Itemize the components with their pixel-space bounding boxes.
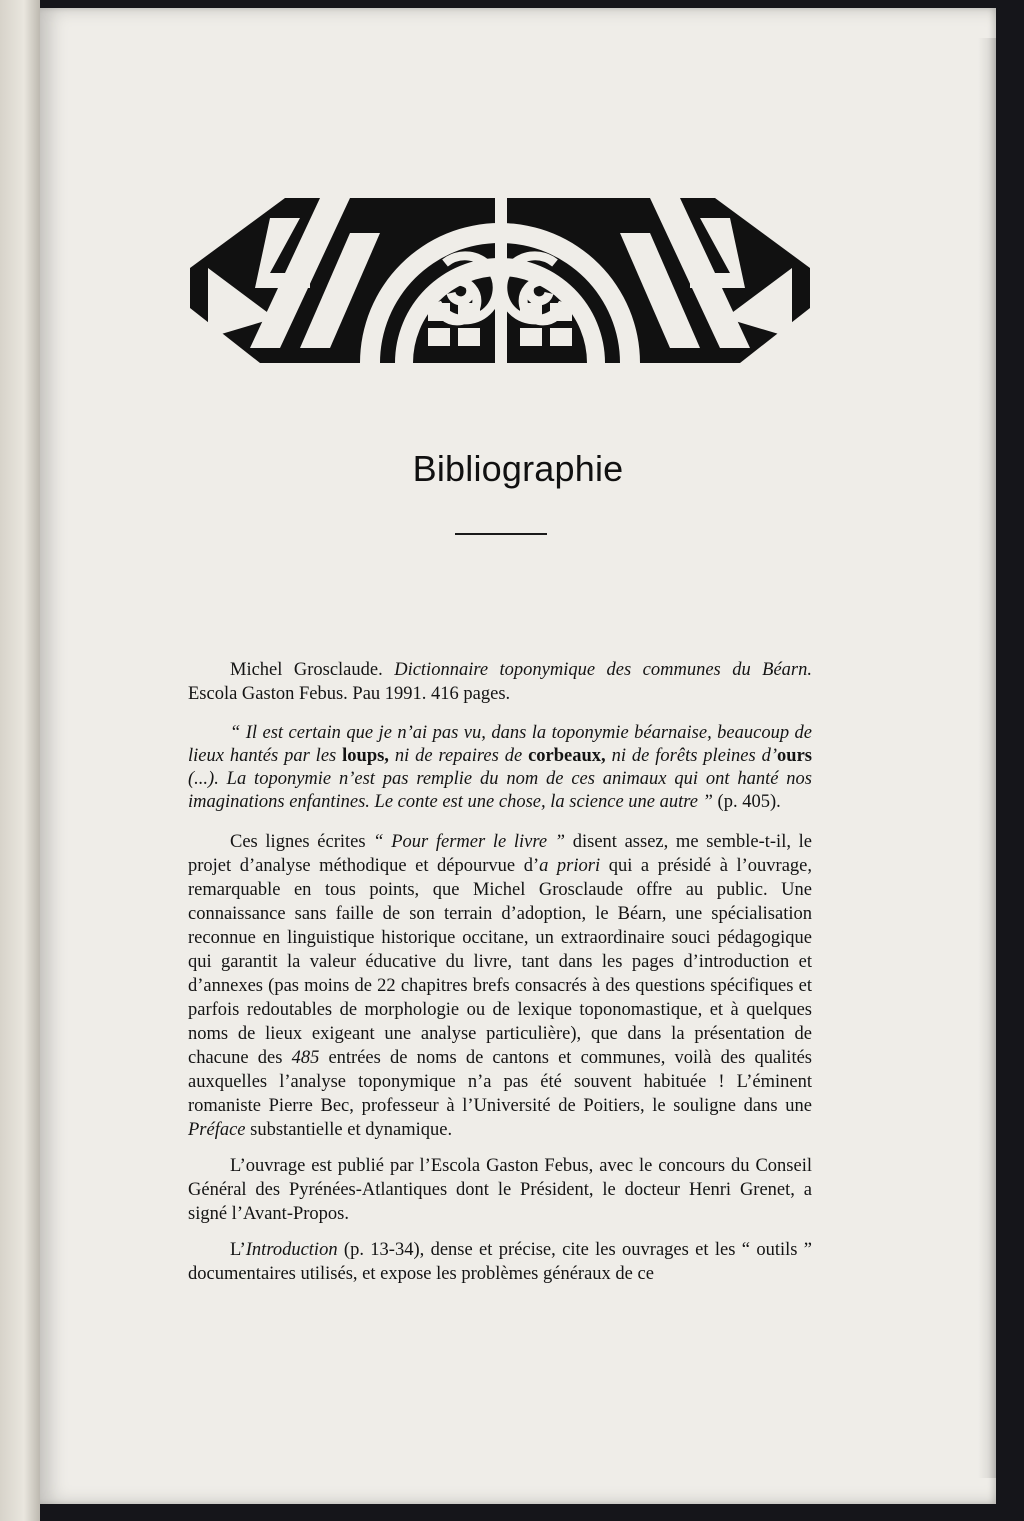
- paragraph-text: (p. 13-34), dense et précise, cite les ouvrages et les “ outils ” documentaires utilisés, et expose les problèmes généraux de ce: [188, 1240, 812, 1284]
- paragraph-text: entrées de noms de cantons et communes, voilà des qualités auxquelles l’analyse toponymique n’a pas été souvent habituée ! L’éminent romaniste Pierre Bec, professeur à l’Université de Poitiers, le souligne dans une: [188, 1048, 812, 1116]
- paragraph-italic: a priori: [539, 856, 601, 876]
- quote-text: (...). La toponymie n’est pas remplie du nom de ces animaux qui ont hanté nos imaginations enfantines. Le conte est une chose, la science une autre ”: [188, 769, 812, 812]
- paragraph-text: Ces lignes écrites: [230, 832, 374, 852]
- quote-page-reference: (p. 405).: [712, 792, 781, 812]
- paragraph-3: [188, 1238, 812, 1286]
- title-divider: [455, 533, 547, 535]
- page-edge-shadow: [978, 38, 996, 1478]
- paragraph-2: L’ouvrage est publié par l’Escola Gaston Febus, avec le concours du Conseil Général des Pyrénées-Atlantiques dont le Président, le docteur Henri Grenet, a signé l’Avant-Propos.: [188, 1156, 812, 1224]
- book-title: Dictionnaire toponymique des communes du Béarn.: [394, 660, 812, 680]
- paragraph-italic: Préface: [188, 1120, 246, 1140]
- paragraph-text: qui a présidé à l’ouvrage, remarquable en tous points, que Michel Grosclaude offre au public. Une connaissance sans faille de son terrain d’adoption, le Béarn, une spécialisation reconnue en linguistique historique occitane, un extraordinaire souci pédagogique qui garantit la valeur éducative du livre, tant dans les pages d’introduction et d’annexes (pas moins de 22 chapitres brefs consacrés à des questions spécifiques et parfois redoutables de morphologie ou de lexique toponomastique, et à quelques noms de lieux exigeant une analyse particulière), que dans la présentation de chacune des: [188, 856, 812, 1068]
- author-name: Michel Grosclaude.: [230, 660, 383, 680]
- book-page: [40, 8, 996, 1504]
- quote-text: ni de repaires de: [388, 746, 529, 766]
- paragraph-italic: “ Pour fermer le livre ”: [373, 832, 566, 852]
- paragraph-text: disent assez, me semble-t-il, le projet d’analyse méthodique et dépourvue d’: [188, 832, 812, 876]
- publication-info: Escola Gaston Febus. Pau 1991. 416 pages.: [188, 684, 511, 704]
- quote-text: ni de forêts pleines d’: [605, 746, 778, 766]
- paragraph-text: substantielle et dynamique.: [245, 1120, 453, 1140]
- quote-keyword-loups: loups,: [342, 746, 389, 766]
- review-body: [188, 658, 812, 1298]
- paragraph-italic: Introduction: [245, 1240, 338, 1260]
- quote-keyword-corbeaux: corbeaux,: [528, 746, 606, 766]
- epigraph-quote: [188, 722, 812, 814]
- quote-text: “ Il est certain que je n’ai pas vu, dans la toponymie béarnaise, beaucoup de lieux hantés par les: [188, 723, 812, 766]
- paragraph-italic: 485: [291, 1048, 320, 1068]
- decorative-ornament: [190, 198, 810, 363]
- quote-keyword-ours: ours: [777, 746, 812, 766]
- paragraph-1: [188, 830, 812, 1142]
- page-title: Bibliographie: [412, 448, 624, 489]
- book-reference: [188, 658, 812, 706]
- scan-background-left: [0, 0, 40, 1521]
- paragraph-text: L’: [230, 1240, 246, 1260]
